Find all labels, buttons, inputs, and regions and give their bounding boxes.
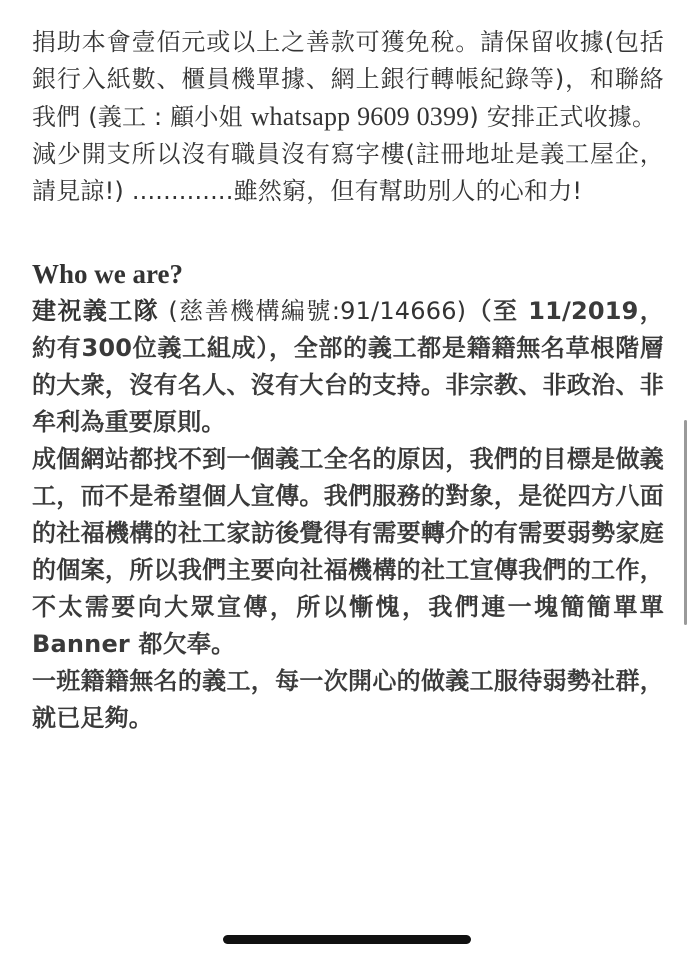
cost-note-paragraph: 減少開支所以沒有職員沒有寫字樓(註冊地址是義工屋企，請見諒!) .............雖然窮，但有幫助別人的心和力! (32, 140, 664, 205)
org-intro-paragraph (32, 293, 664, 441)
org-name: 建祝義工隊 (32, 297, 160, 325)
article-body (32, 24, 664, 737)
home-indicator[interactable] (223, 935, 471, 944)
donation-text: 捐助本會壹佰元或以上之善款可獲免稅。請保留收據(包括銀行入紙數、櫃員機單據、網上銀行轉帳紀錄等)，和聯絡我們 (義工 : 顧小姐 (32, 28, 664, 131)
donation-text-end: ) 安排正式收據。 (469, 103, 657, 131)
who-we-are-heading: Who we are? (32, 259, 183, 289)
charity-number: (慈善機構編號:91/14666) (159, 297, 467, 325)
donation-paragraph (32, 24, 664, 136)
members-text: （至 11/2019， 約有300位義工組成），全部的義工都是籍籍無名草根階層的大衆，沒有名人、沒有大台的支持。非宗教、非政治、非牟利為重要原則。 (32, 297, 665, 436)
reason-paragraph: 成個網站都找不到一個義工全名的原因，我們的目標是做義工，而不是希望個人宣傳。我們服務的對象，是從四方八面的社福機構的社工家訪後覺得有需要轉介的有需要弱勢家庭的個案，所以我們主要向社福機構的社工宣傳我們的工作，不太需要向大眾宣傳，所以慚愧，我們連一塊簡簡單單Banner 都欠奉。 (32, 445, 664, 658)
scrollbar[interactable] (684, 420, 687, 625)
section-gap (32, 210, 664, 256)
closing-paragraph: 一班籍籍無名的義工，每一次開心的做義工服待弱勢社群，就已足夠。 (32, 667, 664, 732)
whatsapp-contact: whatsapp 9609 0399 (250, 102, 470, 131)
